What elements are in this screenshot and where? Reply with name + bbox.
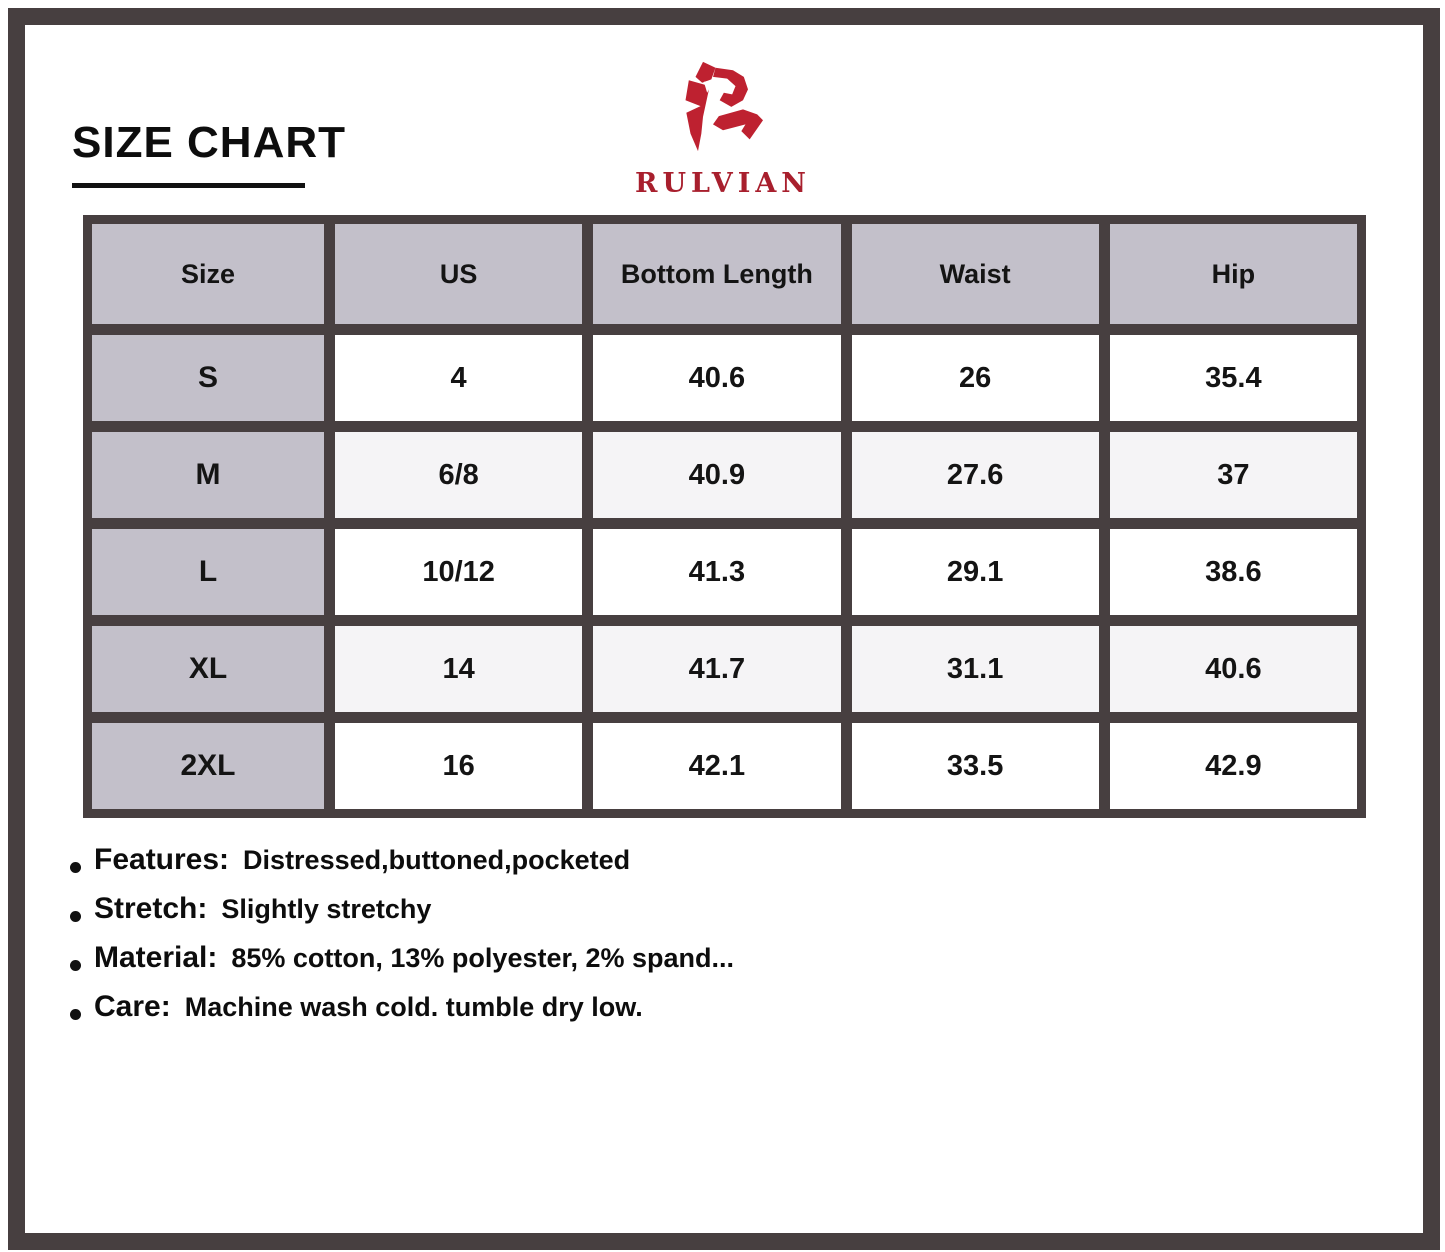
table-cell: 14 <box>335 626 582 712</box>
detail-label: Material: <box>94 941 218 974</box>
column-header-bottom-length: Bottom Length <box>593 224 840 324</box>
detail-label: Features: <box>94 843 230 876</box>
column-header-hip: Hip <box>1110 224 1357 324</box>
row-label-l: L <box>92 529 324 615</box>
table-cell: 27.6 <box>852 432 1099 518</box>
table-cell: 41.3 <box>593 529 840 615</box>
table-cell: 38.6 <box>1110 529 1357 615</box>
brand-name: RULVIAN <box>635 168 811 199</box>
detail-label: Stretch: <box>94 892 208 925</box>
bullet-icon <box>70 960 81 971</box>
bullet-icon <box>70 911 81 922</box>
table-cell: 37 <box>1110 432 1357 518</box>
table-cell: 16 <box>335 723 582 809</box>
detail-value: Slightly stretchy <box>221 894 432 924</box>
row-label-s: S <box>92 335 324 421</box>
table-cell: 26 <box>852 335 1099 421</box>
detail-value: Machine wash cold. tumble dry low. <box>184 992 643 1022</box>
list-item-stretch <box>70 892 734 941</box>
table-cell: 41.7 <box>593 626 840 712</box>
table-cell: 33.5 <box>852 723 1099 809</box>
table-cell: 35.4 <box>1110 335 1357 421</box>
detail-value: 85% cotton, 13% polyester, 2% spand... <box>231 943 735 973</box>
size-chart-table <box>83 215 1366 818</box>
list-item-care <box>70 990 734 1039</box>
brand-logo <box>600 48 846 199</box>
detail-label: Care: <box>94 990 171 1023</box>
table-cell: 40.6 <box>1110 626 1357 712</box>
brand-r-monogram-icon <box>600 48 846 165</box>
title-underline <box>72 183 305 188</box>
detail-value: Distressed,buttoned,pocketed <box>243 845 631 875</box>
table-cell: 42.9 <box>1110 723 1357 809</box>
bullet-icon <box>70 862 81 873</box>
table-cell: 40.9 <box>593 432 840 518</box>
list-item-material <box>70 941 734 990</box>
list-item-features <box>70 843 734 892</box>
bullet-icon <box>70 1009 81 1020</box>
table-cell: 4 <box>335 335 582 421</box>
product-details-list <box>70 843 734 1039</box>
table-cell: 31.1 <box>852 626 1099 712</box>
page-title: SIZE CHART <box>72 118 346 167</box>
table-cell: 29.1 <box>852 529 1099 615</box>
column-header-size: Size <box>92 224 324 324</box>
table-cell: 6/8 <box>335 432 582 518</box>
row-label-xl: XL <box>92 626 324 712</box>
table-cell: 40.6 <box>593 335 840 421</box>
table-cell: 10/12 <box>335 529 582 615</box>
row-label-m: M <box>92 432 324 518</box>
column-header-us: US <box>335 224 582 324</box>
row-label-2xl: 2XL <box>92 723 324 809</box>
table-cell: 42.1 <box>593 723 840 809</box>
column-header-waist: Waist <box>852 224 1099 324</box>
